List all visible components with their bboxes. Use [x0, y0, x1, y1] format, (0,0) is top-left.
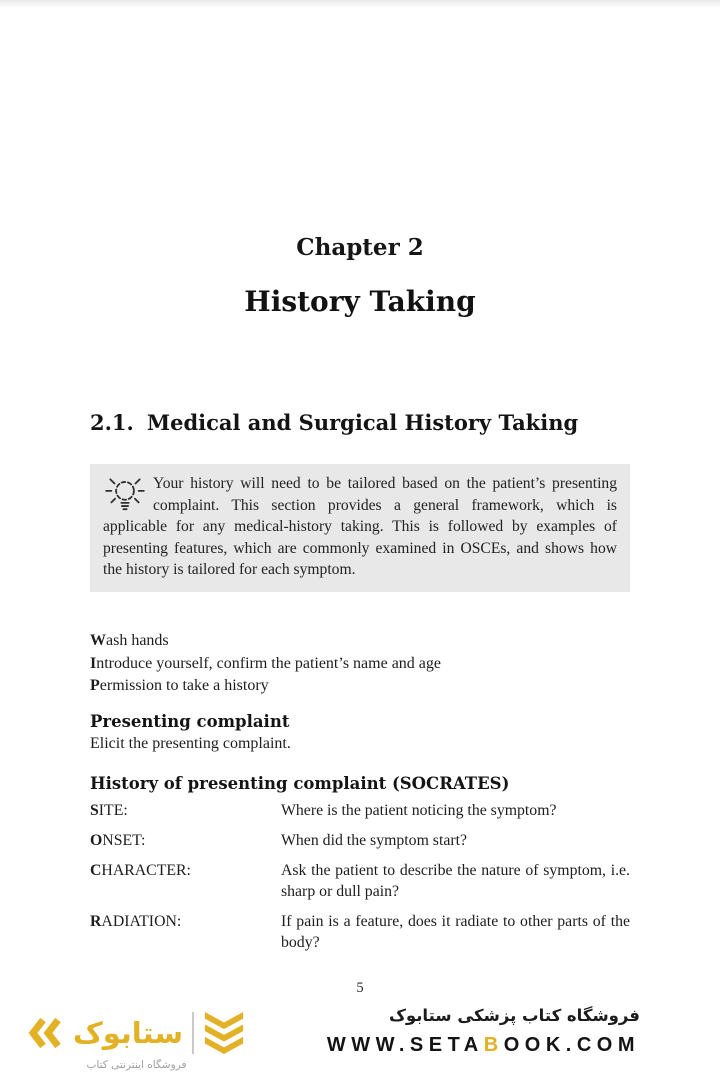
- double-chevron-left-icon: [28, 1016, 64, 1050]
- socrates-definition: Ask the patient to describe the nature of symptom, i.e. sharp or dull pain?: [281, 862, 630, 900]
- socrates-section: [90, 774, 630, 953]
- checklist: [90, 630, 630, 698]
- logo-divider: [192, 1012, 194, 1054]
- logo-subtitle: فروشگاه اینترنتی کتاب: [86, 1059, 187, 1071]
- stacked-chevrons-icon: [203, 1010, 245, 1056]
- presenting-complaint-block: [90, 712, 630, 753]
- logo-row: [28, 1010, 245, 1056]
- presenting-complaint-body: Elicit the presenting complaint.: [90, 735, 291, 752]
- checklist-line: Permission to take a history: [90, 677, 269, 694]
- website-highlight: B: [483, 1034, 504, 1056]
- chapter-label: Chapter 2: [296, 234, 424, 261]
- page-number: 5: [356, 980, 364, 996]
- section-number: 2.1.: [90, 410, 134, 435]
- footer: [0, 1000, 720, 1080]
- section-title: Medical and Surgical History Taking: [146, 410, 579, 435]
- socrates-term: CHARACTER:: [90, 862, 191, 879]
- socrates-row: [90, 830, 630, 851]
- tip-box: [90, 464, 630, 592]
- tip-text: Your history will need to be tailored based on the patient’s presenting complaint. This section provides a general framework, which is applicable for any medical-history taking. This is followed by examples of presenting features, which are commonly examined in OSCEs, and shows how the history is tailored for each symptom.: [103, 475, 617, 579]
- socrates-definition: When did the symptom start?: [281, 832, 468, 849]
- section-heading: [90, 410, 650, 435]
- footer-right: [327, 1006, 640, 1057]
- socrates-term: RADIATION:: [90, 913, 182, 930]
- socrates-row: [90, 911, 630, 953]
- socrates-table: [90, 800, 630, 953]
- socrates-definition: If pain is a feature, does it radiate to other parts of the body?: [281, 913, 630, 951]
- website-url[interactable]: [327, 1034, 640, 1057]
- setabook-logo[interactable]: [28, 1010, 245, 1071]
- checklist-line: Introduce yourself, confirm the patient’s name and age: [90, 654, 441, 672]
- store-name: فروشگاه کتاب پزشکی ستابوک: [389, 1006, 640, 1025]
- socrates-term: ONSET:: [90, 832, 146, 849]
- scan-edge: [0, 0, 720, 8]
- website-suffix: OOK.COM: [503, 1034, 640, 1056]
- chapter-title: History Taking: [244, 285, 476, 318]
- website-prefix: WWW.SETA: [326, 1034, 484, 1056]
- checklist-line: Wash hands: [90, 632, 169, 649]
- socrates-row: [90, 860, 630, 902]
- socrates-term: SITE:: [90, 802, 128, 819]
- socrates-heading: History of presenting complaint (SOCRATES): [90, 774, 510, 793]
- logo-wordmark: ستابوک: [73, 1015, 184, 1050]
- socrates-row: [90, 800, 630, 821]
- socrates-definition: Where is the patient noticing the symptom?: [281, 802, 557, 819]
- presenting-complaint-heading: Presenting complaint: [90, 712, 290, 731]
- lightbulb-icon: [103, 473, 153, 513]
